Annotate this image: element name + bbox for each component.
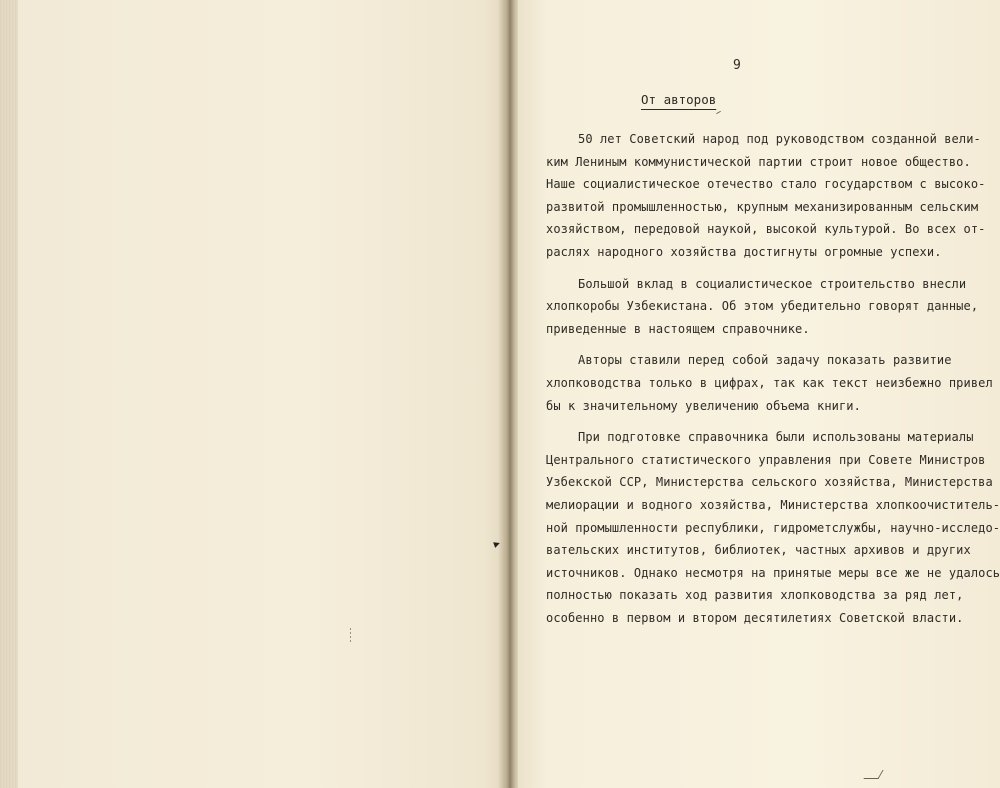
text-line: хлопководства только в цифрах, так как текст неизбежно привел xyxy=(546,375,993,390)
section-heading: От авторов xyxy=(641,92,717,107)
text-line: развитой промышленностью, крупным механизированным сельским xyxy=(546,199,979,214)
paragraph xyxy=(546,349,993,417)
book-gutter xyxy=(498,0,520,788)
body-text xyxy=(546,128,1000,638)
text-line: бы к значительному увеличению объема книги. xyxy=(546,398,861,413)
text-line: хозяйством, передовой наукой, высокой культурой. Во всех от- xyxy=(546,222,986,237)
page-number: 9 xyxy=(733,58,741,73)
text-line: Узбекской ССР, Министерства сельского хозяйства, Министерства xyxy=(546,475,993,490)
paragraph xyxy=(546,128,986,264)
text-line: 50 лет Советский народ под руководством созданной вели- xyxy=(578,132,981,146)
text-line: Авторы ставили перед собой задачу показать развитие xyxy=(578,353,952,368)
text-line: мелиорации и водного хозяйства, Министерства хлопкоочиститель- xyxy=(546,497,1000,512)
paragraph xyxy=(546,273,979,341)
page-stack-edge xyxy=(0,0,18,788)
text-line: источников. Однако несмотря на принятые меры все же не удалось xyxy=(546,565,1000,580)
text-line: Большой вклад в социалистическое строительство внесли xyxy=(578,276,967,291)
text-line: полностью показать ход развития хлопководства за ряд лет, xyxy=(546,588,964,603)
paragraph xyxy=(546,426,1000,629)
text-line: При подготовке справочника были использованы материалы xyxy=(578,430,974,445)
text-line: раслях народного хозяйства достигнуты огромные успехи. xyxy=(546,244,942,259)
paper-mark xyxy=(350,628,351,642)
text-line: Наше социалистическое отечество стало государством с высоко- xyxy=(546,177,986,192)
text-line: приведенные в настоящем справочнике. xyxy=(546,321,810,336)
text-line: Центрального статистического управления при Совете Министров xyxy=(546,452,986,467)
text-line: хлопкоробы Узбекистана. Об этом убедительно говорят данные, xyxy=(546,299,979,314)
text-line: ким Лениным коммунистической партии строит новое общество. xyxy=(546,154,971,169)
text-line: ной промышленности республики, гидрометслужбы, научно-исследо- xyxy=(546,520,1000,535)
text-line: вательских институтов, библиотек, частных архивов и других xyxy=(546,543,971,558)
text-line: особенно в первом и втором десятилетиях Советской власти. xyxy=(546,610,964,625)
